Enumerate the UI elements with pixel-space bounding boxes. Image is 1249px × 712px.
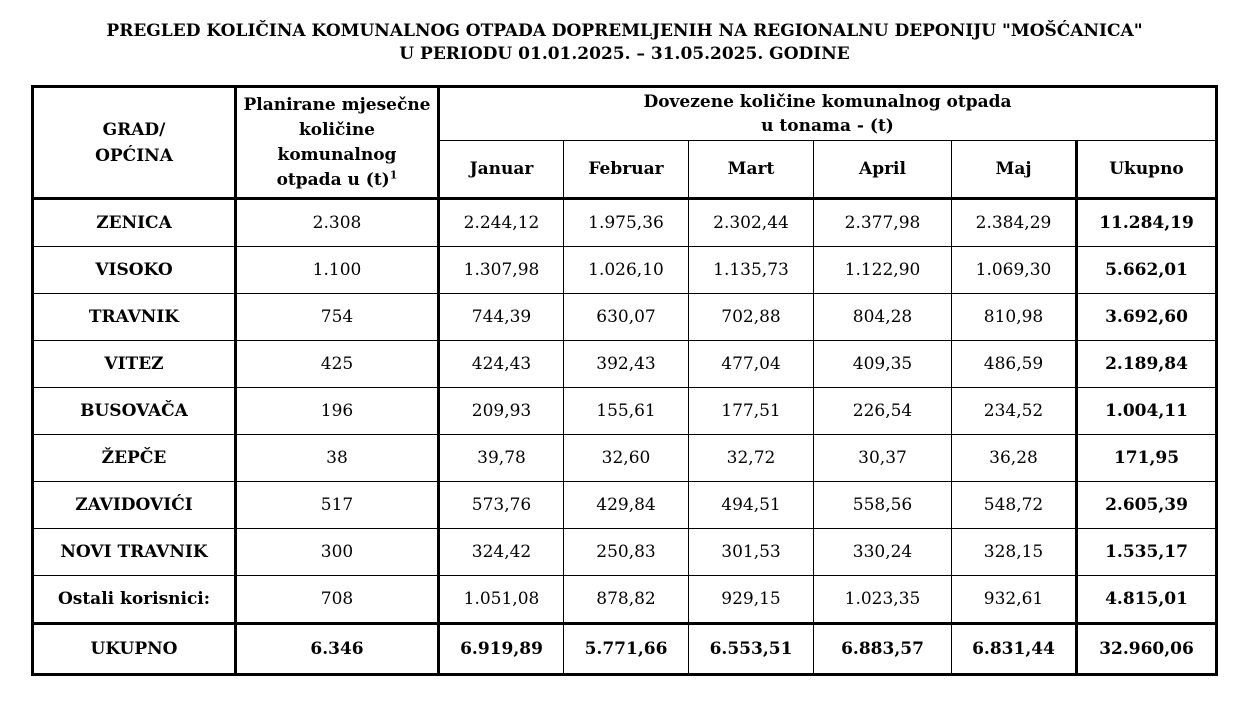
plan-cell: 1.100 [236,247,439,294]
waste-quantities-table [31,85,1218,676]
grand-total-jan: 6.919,89 [439,624,564,675]
city-header-line2: OPĆINA [95,145,173,166]
plan-header-footnote: 1 [389,167,398,181]
jan-cell: 39,78 [439,435,564,482]
row-total-cell: 3.692,60 [1077,294,1217,341]
city-cell: NOVI TRAVNIK [33,529,236,576]
city-cell: VITEZ [33,341,236,388]
apr-cell: 330,24 [814,529,952,576]
table-row [33,294,1217,341]
plan-cell: 517 [236,482,439,529]
plan-cell: 196 [236,388,439,435]
row-total-cell: 5.662,01 [1077,247,1217,294]
plan-cell: 300 [236,529,439,576]
plan-header-line1: Planirane mjesečne [243,94,431,115]
report-title-line2: U PERIODU 01.01.2025. – 31.05.2025. GODINE [399,44,850,64]
table-row [33,247,1217,294]
row-total-cell: 171,95 [1077,435,1217,482]
jan-cell: 1.307,98 [439,247,564,294]
group-header-line1: Dovezene količine komunalnog otpada [643,92,1012,112]
plan-cell: 38 [236,435,439,482]
apr-cell: 30,37 [814,435,952,482]
feb-cell: 878,82 [564,576,689,624]
feb-cell: 155,61 [564,388,689,435]
plan-header-line2: količine [298,119,376,140]
jan-cell: 324,42 [439,529,564,576]
city-cell: Ostali korisnici: [33,576,236,624]
grand-total-mar: 6.553,51 [689,624,814,675]
jan-cell: 744,39 [439,294,564,341]
feb-cell: 1.975,36 [564,199,689,247]
month-header-may: Maj [952,141,1077,199]
feb-cell: 32,60 [564,435,689,482]
feb-cell: 630,07 [564,294,689,341]
feb-cell: 250,83 [564,529,689,576]
mar-cell: 494,51 [689,482,814,529]
city-cell: ZAVIDOVIĆI [33,482,236,529]
month-header-april: April [814,141,952,199]
grand-total-label: UKUPNO [33,624,236,675]
table-row [33,435,1217,482]
apr-cell: 2.377,98 [814,199,952,247]
delivered-group-header [439,87,1217,141]
grand-total-apr: 6.883,57 [814,624,952,675]
row-total-cell: 1.004,11 [1077,388,1217,435]
apr-cell: 804,28 [814,294,952,341]
may-cell: 234,52 [952,388,1077,435]
grand-total-sum [1077,624,1217,675]
may-cell: 2.384,29 [952,199,1077,247]
may-cell: 1.069,30 [952,247,1077,294]
may-cell: 548,72 [952,482,1077,529]
grand-total-feb: 5.771,66 [564,624,689,675]
city-cell: ŽEPČE [33,435,236,482]
report-title [0,20,1249,66]
grand-total-row [33,624,1217,675]
may-cell: 932,61 [952,576,1077,624]
row-total-cell: 2.605,39 [1077,482,1217,529]
row-total-cell: 1.535,17 [1077,529,1217,576]
may-cell: 36,28 [952,435,1077,482]
month-header-february: Februar [564,141,689,199]
group-header-line2: u tonama - (t) [761,116,894,136]
jan-cell: 424,43 [439,341,564,388]
plan-cell: 708 [236,576,439,624]
apr-cell: 226,54 [814,388,952,435]
grand-total-sum-value: 32.960,06 [1099,639,1194,659]
plan-cell: 754 [236,294,439,341]
feb-cell: 429,84 [564,482,689,529]
apr-cell: 558,56 [814,482,952,529]
mar-cell: 1.135,73 [689,247,814,294]
jan-cell: 209,93 [439,388,564,435]
plan-header-line3: komunalnog [277,144,397,165]
jan-cell: 2.244,12 [439,199,564,247]
jan-cell: 573,76 [439,482,564,529]
feb-cell: 392,43 [564,341,689,388]
may-cell: 486,59 [952,341,1077,388]
month-header-january: Januar [439,141,564,199]
plan-header-unit: otpada u (t) [276,169,390,190]
city-cell: BUSOVAČA [33,388,236,435]
may-cell: 810,98 [952,294,1077,341]
mar-cell: 177,51 [689,388,814,435]
plan-cell: 2.308 [236,199,439,247]
table-row [33,482,1217,529]
mar-cell: 477,04 [689,341,814,388]
month-header-march: Mart [689,141,814,199]
row-total-cell: 11.284,19 [1077,199,1217,247]
city-cell: TRAVNIK [33,294,236,341]
city-column-header [33,87,236,199]
total-column-header: Ukupno [1077,141,1217,199]
report-title-line1: PREGLED KOLIČINA KOMUNALNOG OTPADA DOPREMLJENIH NA REGIONALNU DEPONIJU "MOŠĆANICA" [106,21,1143,41]
feb-cell: 1.026,10 [564,247,689,294]
mar-cell: 929,15 [689,576,814,624]
plan-header-line4 [237,168,437,193]
table-row [33,576,1217,624]
mar-cell: 702,88 [689,294,814,341]
mar-cell: 32,72 [689,435,814,482]
apr-cell: 409,35 [814,341,952,388]
grand-total-may: 6.831,44 [952,624,1077,675]
table-row [33,388,1217,435]
may-cell: 328,15 [952,529,1077,576]
mar-cell: 2.302,44 [689,199,814,247]
apr-cell: 1.122,90 [814,247,952,294]
jan-cell: 1.051,08 [439,576,564,624]
city-cell: ZENICA [33,199,236,247]
table-row [33,199,1217,247]
city-header-line1: GRAD/ [102,119,166,140]
plan-cell: 425 [236,341,439,388]
row-total-cell: 2.189,84 [1077,341,1217,388]
table-row [33,341,1217,388]
grand-total-plan: 6.346 [236,624,439,675]
apr-cell: 1.023,35 [814,576,952,624]
mar-cell: 301,53 [689,529,814,576]
table-row [33,529,1217,576]
row-total-cell: 4.815,01 [1077,576,1217,624]
city-cell: VISOKO [33,247,236,294]
plan-column-header [236,87,439,199]
